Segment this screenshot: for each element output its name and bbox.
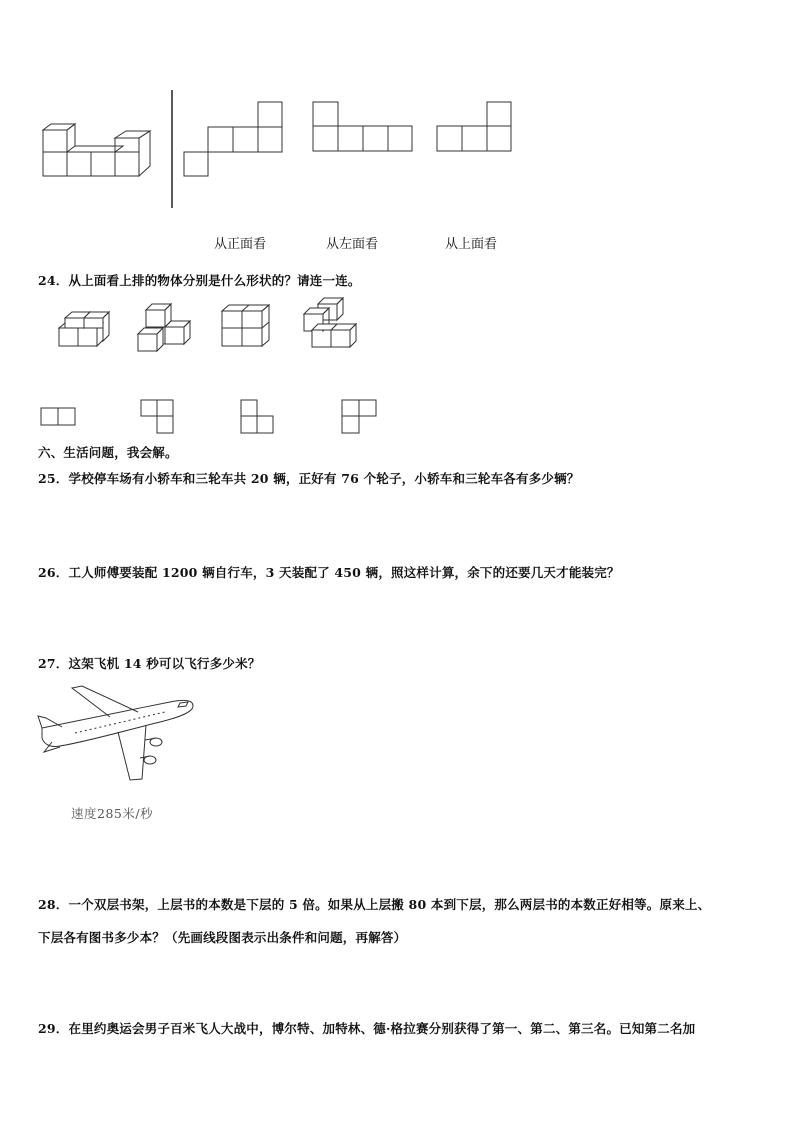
question-28-line-1: 28．一个双层书架，上层书的本数是下层的 5 倍。如果从上层搬 80 本到下层，那么两层书的本数正好相等。原来上、: [38, 897, 711, 912]
section-6-heading: 六、生活问题，我会解。: [38, 445, 178, 460]
front-view-label: 从正面看: [214, 237, 267, 252]
left-view-label: 从左面看: [326, 237, 379, 252]
question-26-text: 26．工人师傅要装配 1200 辆自行车，3 天装配了 450 辆，照这样计算，余下的还要几天才能装完？: [38, 565, 620, 580]
question-25-text: 25．学校停车场有小轿车和三轮车共 20 辆，正好有 76 个轮子，小轿车和三轮车各有多少辆？: [38, 471, 580, 486]
question-28-line-2: 下层各有图书多少本？（先画线段图表示出条件和问题，再解答）: [38, 930, 407, 945]
question-27-text: 27．这架飞机 14 秒可以飞行多少米？: [38, 656, 261, 671]
airplane-speed-label: 速度285米/秒: [71, 806, 154, 821]
top-view-label: 从上面看: [445, 237, 498, 252]
question-29-text: 29．在里约奥运会男子百米飞人大战中，博尔特、加特林、德·格拉赛分别获得了第一、第二、第三名。已知第二名加: [38, 1021, 696, 1036]
question-24-text: 24．从上面看上排的物体分别是什么形状的？请连一连。: [38, 273, 361, 288]
